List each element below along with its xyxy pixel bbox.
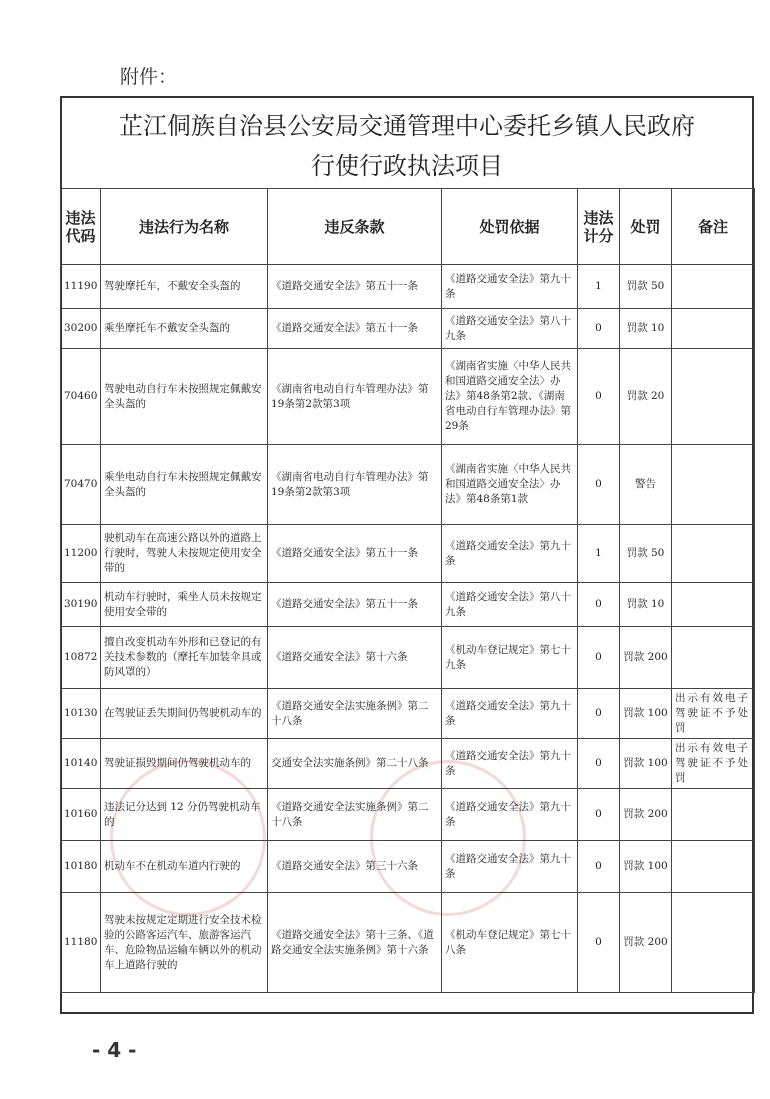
cell-penalty: 罚款 50 bbox=[620, 525, 672, 583]
cell-penalty: 罚款 10 bbox=[620, 583, 672, 627]
header-basis: 处罚依据 bbox=[442, 189, 578, 265]
cell-basis: 《机动车登记规定》第七十八条 bbox=[442, 893, 578, 993]
cell-name: 驾驶未按规定定期进行安全技术检验的公路客运汽车、旅游客运汽车、危险物品运输车辆以外的机动车上道路行驶的 bbox=[101, 893, 268, 993]
cell-remarks bbox=[672, 349, 755, 445]
cell-penalty: 警告 bbox=[620, 445, 672, 525]
cell-penalty: 罚款 50 bbox=[620, 265, 672, 309]
cell-basis: 《道路交通安全法》第九十条 bbox=[442, 265, 578, 309]
cell-basis: 《道路交通安全法》第八十九条 bbox=[442, 583, 578, 627]
cell-remarks bbox=[672, 583, 755, 627]
cell-penalty: 罚款 100 bbox=[620, 841, 672, 893]
cell-name: 擅自改变机动车外形和已登记的有关技术参数的（摩托车加装伞具或防风罩的） bbox=[101, 627, 268, 689]
header-article: 违反条款 bbox=[268, 189, 442, 265]
header-remarks: 备注 bbox=[672, 189, 755, 265]
cell-basis: 《湖南省实施〈中华人民共和国道路交通安全法〉办法》第48条第2款、《湖南省电动自行车管理办法》第29条 bbox=[442, 349, 578, 445]
cell-article: 《道路交通安全法》第十三条、《道路交通安全法实施条例》第十六条 bbox=[268, 893, 442, 993]
attachment-label: 附件： bbox=[120, 66, 178, 88]
cell-points: 0 bbox=[578, 445, 620, 525]
cell-article: 《道路交通安全法》第三十六条 bbox=[268, 841, 442, 893]
table-row bbox=[61, 627, 755, 689]
cell-code: 11200 bbox=[61, 525, 101, 583]
cell-penalty: 罚款 20 bbox=[620, 349, 672, 445]
cell-basis: 《道路交通安全法》第九十条 bbox=[442, 739, 578, 789]
cell-points: 0 bbox=[578, 841, 620, 893]
cell-code: 10140 bbox=[61, 739, 101, 789]
cell-points: 0 bbox=[578, 627, 620, 689]
cell-code: 30190 bbox=[61, 583, 101, 627]
cell-code: 10872 bbox=[61, 627, 101, 689]
cell-name: 驾驶电动自行车未按照规定佩戴安全头盔的 bbox=[101, 349, 268, 445]
table-row bbox=[61, 893, 755, 993]
table-row bbox=[61, 583, 755, 627]
cell-penalty: 罚款 200 bbox=[620, 893, 672, 993]
table-row bbox=[61, 789, 755, 841]
cell-basis: 《湖南省实施〈中华人民共和国道路交通安全法〉办法》第48条第1款 bbox=[442, 445, 578, 525]
cell-remarks bbox=[672, 309, 755, 349]
table-row bbox=[61, 349, 755, 445]
cell-name: 驾驶证损毁期间仍驾驶机动车的 bbox=[101, 739, 268, 789]
cell-code: 70470 bbox=[61, 445, 101, 525]
cell-basis: 《道路交通安全法》第九十条 bbox=[442, 841, 578, 893]
cell-article: 《道路交通安全法实施条例》第二十八条 bbox=[268, 789, 442, 841]
cell-article: 《道路交通安全法》第十六条 bbox=[268, 627, 442, 689]
table-row bbox=[61, 445, 755, 525]
cell-remarks: 出示有效电子驾驶证不予处罚 bbox=[672, 739, 755, 789]
cell-penalty: 罚款 100 bbox=[620, 739, 672, 789]
cell-name: 违法记分达到 12 分仍驾驶机动车的 bbox=[101, 789, 268, 841]
cell-points: 0 bbox=[578, 739, 620, 789]
document-title bbox=[60, 96, 754, 188]
table-row bbox=[61, 689, 755, 739]
header-code: 违法代码 bbox=[61, 189, 101, 265]
cell-basis: 《道路交通安全法》第九十条 bbox=[442, 525, 578, 583]
cell-code: 10180 bbox=[61, 841, 101, 893]
table-row bbox=[61, 309, 755, 349]
page-number: - 4 - bbox=[92, 1038, 137, 1062]
cell-remarks bbox=[672, 525, 755, 583]
cell-article: 《湖南省电动自行车管理办法》第19条第2款第3项 bbox=[268, 445, 442, 525]
cell-article: 《道路交通安全法》第五十一条 bbox=[268, 583, 442, 627]
cell-basis: 《道路交通安全法》第九十条 bbox=[442, 689, 578, 739]
cell-remarks bbox=[672, 627, 755, 689]
cell-code: 30200 bbox=[61, 309, 101, 349]
cell-remarks bbox=[672, 265, 755, 309]
cell-basis: 《道路交通安全法》第九十条 bbox=[442, 789, 578, 841]
cell-basis: 《道路交通安全法》第八十九条 bbox=[442, 309, 578, 349]
header-name: 违法行为名称 bbox=[101, 189, 268, 265]
cell-points: 0 bbox=[578, 349, 620, 445]
table-row bbox=[61, 525, 755, 583]
cell-name: 机动车不在机动车道内行驶的 bbox=[101, 841, 268, 893]
cell-article: 《道路交通安全法实施条例》第二十八条 bbox=[268, 689, 442, 739]
cell-basis: 《机动车登记规定》第七十九条 bbox=[442, 627, 578, 689]
table-row bbox=[61, 739, 755, 789]
cell-points: 0 bbox=[578, 689, 620, 739]
cell-points: 1 bbox=[578, 525, 620, 583]
header-row bbox=[61, 189, 755, 265]
cell-remarks: 出示有效电子驾驶证不予处罚 bbox=[672, 689, 755, 739]
cell-name: 驾驶摩托车，不戴安全头盔的 bbox=[101, 265, 268, 309]
cell-remarks bbox=[672, 893, 755, 993]
cell-name: 机动车行驶时，乘坐人员未按规定使用安全带的 bbox=[101, 583, 268, 627]
cell-article: 《道路交通安全法》第五十一条 bbox=[268, 525, 442, 583]
cell-penalty: 罚款 10 bbox=[620, 309, 672, 349]
cell-remarks bbox=[672, 789, 755, 841]
cell-points: 0 bbox=[578, 583, 620, 627]
cell-code: 10160 bbox=[61, 789, 101, 841]
cell-points: 0 bbox=[578, 309, 620, 349]
cell-article: 交通安全法实施条例》第二十八条 bbox=[268, 739, 442, 789]
cell-name: 乘坐摩托车不戴安全头盔的 bbox=[101, 309, 268, 349]
title-line-2: 行使行政执法项目 bbox=[311, 152, 503, 180]
cell-article: 《道路交通安全法》第五十一条 bbox=[268, 265, 442, 309]
cell-name: 在驾驶证丢失期间仍驾驶机动车的 bbox=[101, 689, 268, 739]
header-points: 违法计分 bbox=[578, 189, 620, 265]
cell-name: 驶机动车在高速公路以外的道路上行驶时，驾驶人未按规定使用安全带的 bbox=[101, 525, 268, 583]
cell-name: 乘坐电动自行车未按照规定佩戴安全头盔的 bbox=[101, 445, 268, 525]
cell-code: 11190 bbox=[61, 265, 101, 309]
cell-article: 《道路交通安全法》第五十一条 bbox=[268, 309, 442, 349]
cell-penalty: 罚款 200 bbox=[620, 789, 672, 841]
cell-remarks bbox=[672, 841, 755, 893]
title-line-1: 芷江侗族自治县公安局交通管理中心委托乡镇人民政府 bbox=[119, 112, 695, 140]
cell-code: 11180 bbox=[61, 893, 101, 993]
cell-code: 10130 bbox=[61, 689, 101, 739]
header-penalty: 处罚 bbox=[620, 189, 672, 265]
table-row bbox=[61, 841, 755, 893]
cell-points: 0 bbox=[578, 789, 620, 841]
cell-penalty: 罚款 200 bbox=[620, 627, 672, 689]
cell-points: 1 bbox=[578, 265, 620, 309]
cell-code: 70460 bbox=[61, 349, 101, 445]
violation-table bbox=[60, 188, 755, 993]
cell-penalty: 罚款 100 bbox=[620, 689, 672, 739]
table-row bbox=[61, 265, 755, 309]
cell-remarks bbox=[672, 445, 755, 525]
cell-points: 0 bbox=[578, 893, 620, 993]
cell-article: 《湖南省电动自行车管理办法》第19条第2款第3项 bbox=[268, 349, 442, 445]
